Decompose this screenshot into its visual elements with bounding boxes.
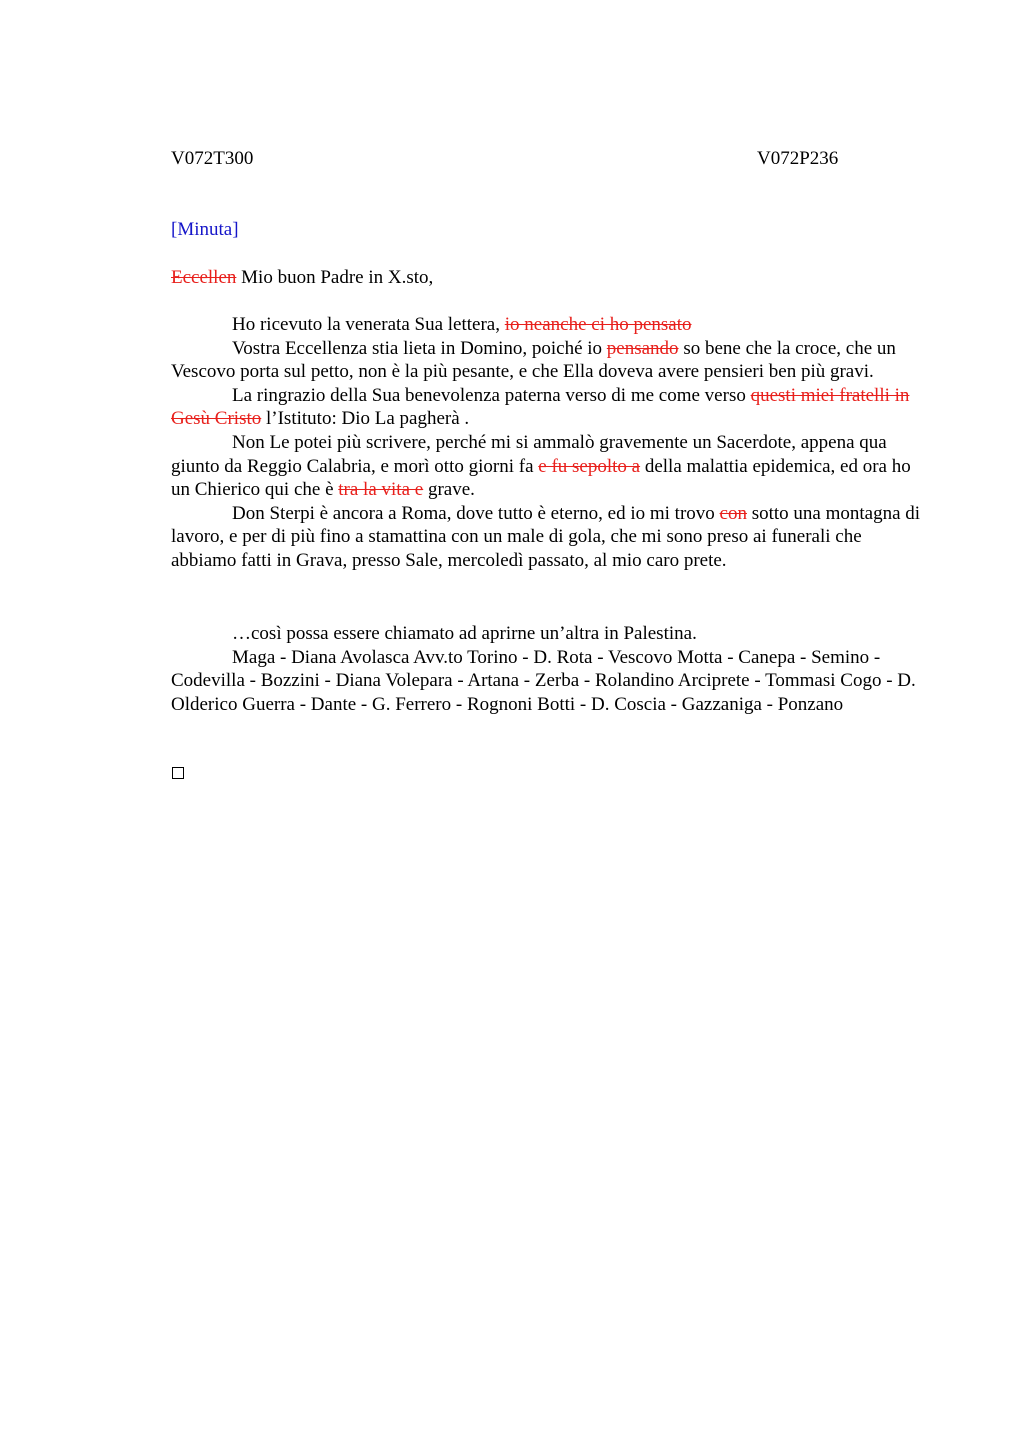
paragraph-text: Vostra Eccellenza stia lieta in Domino, poiché io: [232, 337, 607, 359]
paragraph-text: l’Istituto: Dio La pagherà .: [261, 408, 470, 430]
paragraph-text: della malattia epidemica, ed ora ho un Chierico qui che è: [171, 455, 911, 501]
paragraph-6: [171, 622, 931, 646]
deleted-text: pensando: [606, 337, 679, 359]
paragraph-text: so bene che la croce, che un Vescovo porta sul petto, non è la più pesante, e che Ella doveva avere pensieri ben più gravi.: [171, 337, 896, 383]
name-list: Maga - Diana Avolasca Avv.to Torino - D. Rota - Vescovo Motta - Canepa - Semino - Codevilla - Bozzini - Diana Volepara - Artana - Zerba - Rolandino Arciprete - Tommasi Cogo - D. Olderico Guerra - Dante - G. Ferrero - Rognoni Botti - D. Coscia - Gazzaniga - Ponzano: [171, 646, 916, 715]
letter-body: [171, 313, 931, 573]
paragraph-1: [171, 313, 931, 337]
deleted-text: e fu sepolto a: [538, 455, 641, 477]
paragraph-text: …così possa essere chiamato ad aprirne un’altra in Palestina.: [232, 623, 697, 644]
document-code-right: V072P236: [757, 148, 839, 169]
document-code-left: V072T300: [171, 148, 254, 169]
salutation: [171, 266, 433, 290]
paragraph-text: Ho ricevuto la venerata Sua lettera,: [232, 314, 505, 335]
deleted-text: Eccellen: [171, 267, 237, 288]
paragraph-text: Don Sterpi è ancora a Roma, dove tutto è eterno, ed io mi trovo: [232, 502, 720, 524]
paragraph-5: [171, 502, 931, 573]
deleted-text: io neanche ci ho pensato: [504, 314, 692, 335]
letter-appendix: [171, 622, 931, 716]
paragraph-text: grave.: [423, 479, 475, 501]
end-box-icon: [172, 767, 184, 779]
paragraph-text: sotto una montagna di lavoro, e per di più fino a stamattina con un male di gola, che mi sono preso ai funerali che abbiamo fatti in Grava, presso Sale, mercoledì passato, al mio caro prete.: [171, 502, 921, 571]
paragraph-3: [171, 384, 931, 431]
deleted-text: tra la vita e: [338, 479, 424, 501]
paragraph-7: [171, 646, 931, 717]
header-codes: [171, 147, 851, 171]
paragraph-2: [171, 337, 931, 384]
paragraph-text: La ringrazio della Sua benevolenza paterna verso di me come verso: [232, 384, 751, 406]
paragraph-4: [171, 431, 931, 502]
deleted-text: con: [719, 502, 747, 524]
salutation-text: Mio buon Padre in X.sto,: [236, 267, 434, 288]
minuta-label: [Minuta]: [171, 219, 239, 240]
paragraph-text: Non Le potei più scrivere, perché mi si ammalò gravemente un Sacerdote, appena qua giunto da Reggio Calabria, e morì otto giorni fa: [171, 431, 887, 477]
deleted-text: questi miei fratelli in Gesù Cristo: [171, 384, 910, 430]
